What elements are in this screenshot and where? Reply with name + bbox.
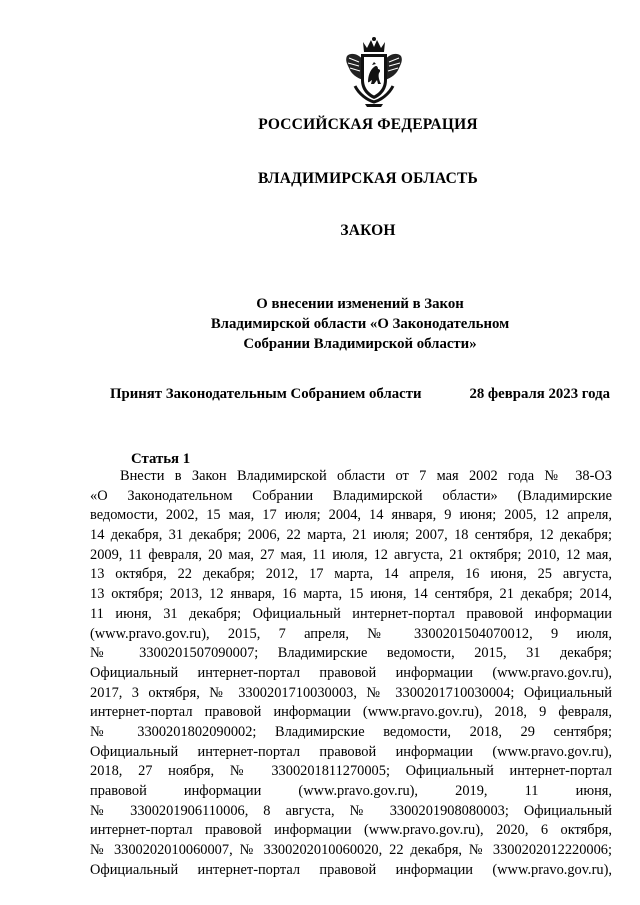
article-text-line: Официальный интернет-портал правовой информации (www.pravo.gov.ru),: [90, 664, 612, 681]
article-text-line: «О Законодательном Собрании Владимирской области» (Владимирские: [90, 487, 612, 504]
article-text-line: интернет-портал правовой информации (www.pravo.gov.ru), 2018, 9 февраля,: [90, 704, 612, 721]
article-text-line: правовой информации (www.pravo.gov.ru), 2019, 11 июня,: [90, 783, 612, 799]
law-title-line: Собрании Владимирской области»: [243, 336, 477, 352]
article-text-line: 13 октября; 2013, 12 января, 16 марта, 15 июня, 14 сентября, 21 декабря; 2014,: [90, 586, 612, 603]
adoption-date: 28 февраля 2023 года: [469, 386, 610, 402]
article-text-line: Официальный интернет-портал правовой информации (www.pravo.gov.ru),: [90, 743, 612, 760]
article-text-line: интернет-портал правовой информации (www.pravo.gov.ru), 2020, 6 октября,: [90, 822, 612, 839]
article-text-line: № 3300202010060007, № 3300202010060020, 22 декабря, № 3300202012220006;: [90, 842, 612, 859]
article-text-line: 14 декабря, 31 декабря; 2006, 22 марта, 21 июля; 2007, 18 сентября, 12 декабря;: [90, 527, 612, 544]
article-text-line: 13 октября, 22 декабря; 2012, 17 марта, 14 апреля, 16 июня, 25 августа,: [90, 566, 612, 583]
article-text-line: 2017, 3 октября, № 3300201710030003, № 3300201710030004; Официальный: [90, 684, 612, 701]
article-heading: Статья 1: [131, 451, 191, 467]
adoption-line: [110, 386, 610, 403]
region-heading: ВЛАДИМИРСКАЯ ОБЛАСТЬ: [258, 170, 478, 187]
article-text-line: Внести в Закон Владимирской области от 7 мая 2002 года № 38-ОЗ: [120, 468, 612, 484]
coat-of-arms-emblem: [341, 36, 407, 108]
article-text-line: Официальный интернет-портал правовой информации (www.pravo.gov.ru),: [90, 861, 612, 878]
country-heading: РОССИЙСКАЯ ФЕДЕРАЦИЯ: [258, 116, 478, 133]
article-body: [90, 467, 612, 880]
article-text-line: ведомости, 2002, 15 мая, 17 июля; 2004, 14 января, 9 июня; 2005, 12 апреля,: [90, 507, 612, 524]
document-type-heading: ЗАКОН: [340, 222, 396, 239]
article-text-line: (www.pravo.gov.ru), 2015, 7 апреля, № 3300201504070012, 9 июля,: [90, 625, 612, 642]
article-text-line: 11 июня, 31 декабря; Официальный интернет-портал правовой информации: [90, 605, 612, 622]
article-text-line: № 3300201507090007; Владимирские ведомости, 2015, 31 декабря;: [90, 645, 612, 662]
adoption-label: Принят Законодательным Собранием области: [110, 386, 422, 402]
law-title-line: О внесении изменений в Закон: [256, 296, 464, 312]
article-text-line: 2018, 27 ноября, № 3300201811270005; Официальный интернет-портал: [90, 763, 612, 780]
article-text-line: № 3300201802090002; Владимирские ведомости, 2018, 29 сентября;: [90, 723, 612, 740]
article-text-line: № 3300201906110006, 8 августа, № 3300201908080003; Официальный: [90, 802, 612, 819]
article-text-line: 2009, 11 февраля, 20 мая, 27 мая, 11 июля, 12 августа, 21 октября; 2010, 12 мая,: [90, 546, 612, 563]
law-title: [120, 294, 600, 354]
law-title-line: Владимирской области «О Законодательном: [210, 316, 510, 332]
